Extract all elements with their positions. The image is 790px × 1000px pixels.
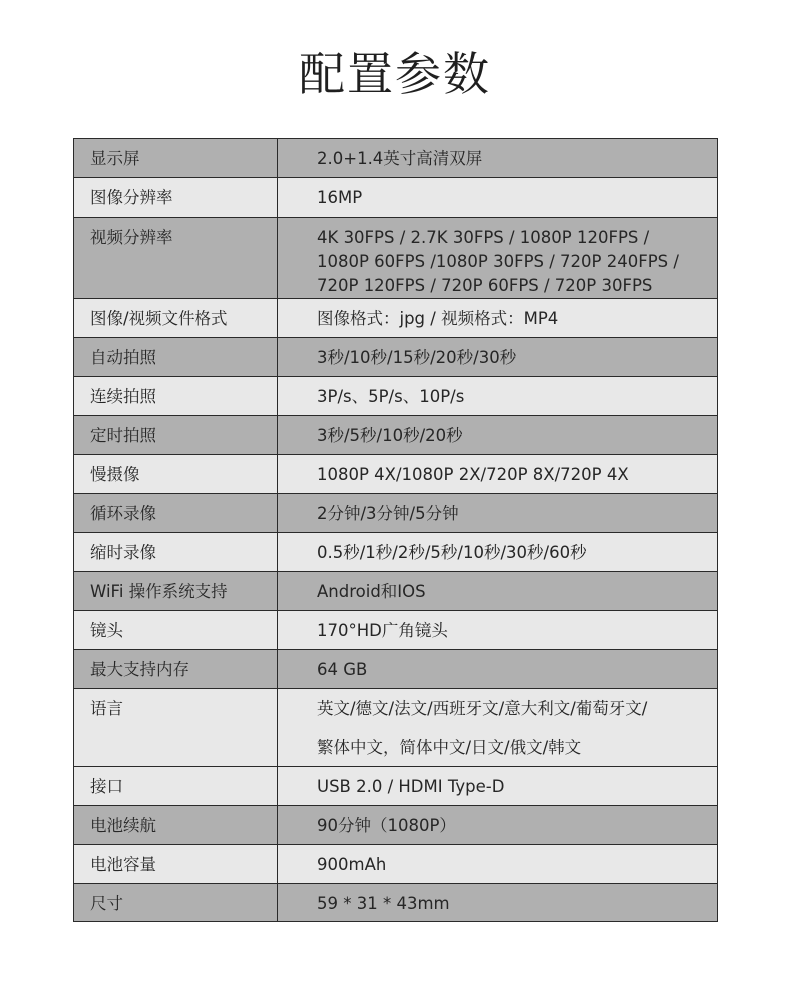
spec-label <box>74 377 278 416</box>
spec-row-timer-photo <box>74 416 718 455</box>
spec-value-line: 4K 30FPS / 2.7K 30FPS / 1080P 120FPS / <box>317 228 650 247</box>
spec-row-interface <box>74 767 718 806</box>
spec-label-text: WiFi 操作系统支持 <box>90 582 228 601</box>
spec-label-text: 自动拍照 <box>90 348 156 367</box>
spec-row-slow-motion <box>74 455 718 494</box>
spec-row-battery-life <box>74 806 718 845</box>
spec-value-line: 720P 120FPS / 720P 60FPS / 720P 30FPS <box>317 276 653 295</box>
spec-label <box>74 139 278 178</box>
spec-row-max-storage <box>74 650 718 689</box>
spec-value <box>278 218 718 299</box>
spec-label-text: 尺寸 <box>90 894 123 913</box>
spec-label-text: 视频分辨率 <box>90 228 173 247</box>
spec-label <box>74 218 278 299</box>
spec-value: 64 GB <box>278 650 718 689</box>
spec-row-dimensions <box>74 884 718 922</box>
spec-value: 0.5秒/1秒/2秒/5秒/10秒/30秒/60秒 <box>278 533 718 572</box>
spec-label-text: 慢摄像 <box>90 465 140 484</box>
spec-label <box>74 494 278 533</box>
spec-label-text: 电池续航 <box>90 816 156 835</box>
spec-value: 1080P 4X/1080P 2X/720P 8X/720P 4X <box>278 455 718 494</box>
spec-label-text: 连续拍照 <box>90 387 156 406</box>
spec-label-text: 电池容量 <box>90 855 156 874</box>
spec-row-burst-photo <box>74 377 718 416</box>
spec-value: 图像格式：jpg / 视频格式：MP4 <box>278 299 718 338</box>
spec-label <box>74 806 278 845</box>
spec-value: 3秒/10秒/15秒/20秒/30秒 <box>278 338 718 377</box>
spec-row-file-format <box>74 299 718 338</box>
spec-value: 59 * 31 * 43mm <box>278 884 718 922</box>
spec-label <box>74 650 278 689</box>
spec-label-text: 缩时录像 <box>90 543 156 562</box>
spec-label <box>74 455 278 494</box>
spec-label-text: 语言 <box>90 699 123 718</box>
spec-label <box>74 338 278 377</box>
spec-value: 90分钟（1080P） <box>278 806 718 845</box>
spec-label <box>74 178 278 218</box>
spec-row-timelapse <box>74 533 718 572</box>
spec-label <box>74 767 278 806</box>
spec-row-language <box>74 689 718 767</box>
spec-row-wifi-os <box>74 572 718 611</box>
spec-value: 900mAh <box>278 845 718 884</box>
spec-row-loop-recording <box>74 494 718 533</box>
spec-value <box>278 689 718 767</box>
spec-label-text: 循环录像 <box>90 504 156 523</box>
spec-label-text: 显示屏 <box>90 149 140 168</box>
spec-value-line: 1080P 60FPS /1080P 30FPS / 720P 240FPS / <box>317 252 679 271</box>
spec-label <box>74 689 278 767</box>
spec-value: 3P/s、5P/s、10P/s <box>278 377 718 416</box>
page-title: 配置参数 <box>299 47 491 101</box>
spec-label-text: 接口 <box>90 777 123 796</box>
spec-label-text: 最大支持内存 <box>90 660 189 679</box>
spec-label <box>74 845 278 884</box>
spec-label-text: 镜头 <box>90 621 123 640</box>
spec-value: 170°HD广角镜头 <box>278 611 718 650</box>
spec-row-image-resolution <box>74 178 718 218</box>
spec-value: 3秒/5秒/10秒/20秒 <box>278 416 718 455</box>
spec-value: USB 2.0 / HDMI Type-D <box>278 767 718 806</box>
spec-row-video-resolution <box>74 218 718 299</box>
spec-label-text: 图像分辨率 <box>90 188 173 207</box>
spec-value: 16MP <box>278 178 718 218</box>
spec-label <box>74 572 278 611</box>
spec-value: 2分钟/3分钟/5分钟 <box>278 494 718 533</box>
spec-value: 2.0+1.4英寸高清双屏 <box>278 139 718 178</box>
spec-row-display <box>74 139 718 178</box>
spec-label <box>74 533 278 572</box>
spec-label <box>74 611 278 650</box>
spec-label <box>74 299 278 338</box>
spec-label <box>74 884 278 922</box>
spec-row-lens <box>74 611 718 650</box>
spec-value-line: 繁体中文，简体中文/日文/俄文/韩文 <box>317 738 582 757</box>
spec-value: Android和IOS <box>278 572 718 611</box>
spec-label-text: 图像/视频文件格式 <box>90 309 228 328</box>
spec-value-line: 英文/德文/法文/西班牙文/意大利文/葡萄牙文/ <box>317 699 648 718</box>
spec-label <box>74 416 278 455</box>
spec-table <box>73 138 718 922</box>
spec-label-text: 定时拍照 <box>90 426 156 445</box>
spec-row-battery-capacity <box>74 845 718 884</box>
spec-row-auto-photo <box>74 338 718 377</box>
